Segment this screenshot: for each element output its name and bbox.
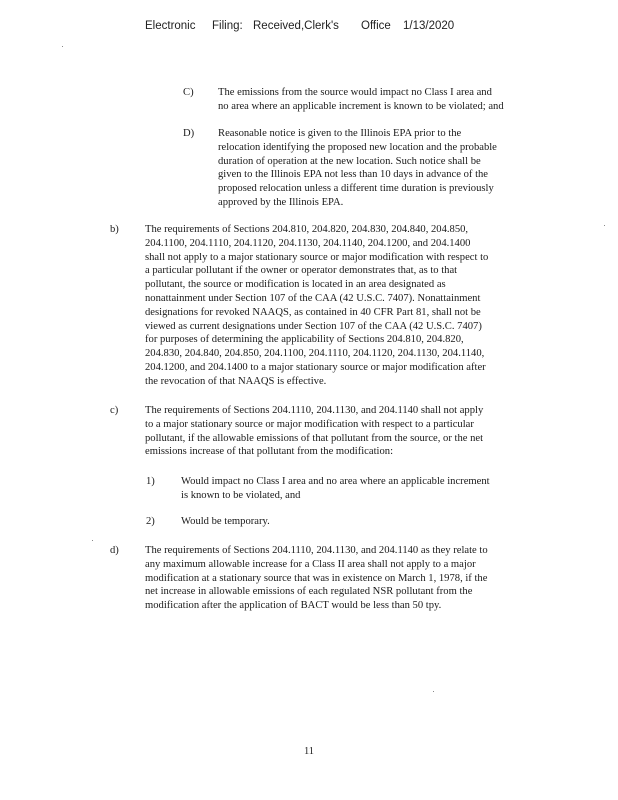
header-office: Office bbox=[361, 20, 391, 32]
text-line: duration of operation at the new location. Such notice shall be bbox=[218, 155, 481, 167]
text-line: modification after the application of BACT would be less than 50 tpy. bbox=[145, 600, 442, 612]
text-line: pollutant, if the allowable emissions of that pollutant from the source, or the net bbox=[145, 432, 484, 444]
text-line: 204.1200, and 204.1400 to a major stationary source or major modification after bbox=[145, 361, 486, 373]
text-line: Reasonable notice is given to the Illinois EPA prior to the bbox=[218, 128, 462, 139]
header-date: 1/13/2020 bbox=[403, 20, 455, 32]
item-b-text bbox=[145, 223, 555, 389]
text-line: pollutant, the source or modification is located in an area designated as bbox=[145, 279, 446, 291]
text-line: is known to be violated, and bbox=[181, 489, 301, 501]
text-line: approved by the Illinois EPA. bbox=[218, 196, 344, 208]
scan-speck bbox=[433, 691, 434, 692]
text-line: 204.830, 204.840, 204.850, 204.1100, 204.1110, 204.1120, 204.1130, 204.1140, bbox=[145, 348, 485, 360]
text-line: for purposes of determining the applicability of Sections 204.810, 204.820, bbox=[145, 334, 464, 346]
scan-speck bbox=[92, 540, 93, 541]
text-line: any maximum allowable increase for a Class II area shall not apply to a major bbox=[145, 558, 476, 570]
text-line: viewed as current designations under Section 107 of the CAA (42 U.S.C. 7407) bbox=[145, 320, 482, 332]
text-line: The requirements of Sections 204.810, 204.820, 204.830, 204.840, 204.850, bbox=[145, 224, 469, 235]
text-line: designations for revoked NAAQS, as contained in 40 CFR Part 81, shall not be bbox=[145, 306, 481, 318]
item-c-lower-label: c) bbox=[110, 405, 119, 416]
item-c2-text bbox=[181, 515, 551, 529]
header-filing: Filing: bbox=[212, 20, 243, 32]
text-line: nonattainment under Section 107 of the CAA (42 U.S.C. 7407). Nonattainment bbox=[145, 292, 481, 304]
header-electronic: Electronic bbox=[145, 20, 196, 32]
item-d-text bbox=[218, 127, 558, 210]
text-line: shall not apply to a major stationary source or major modification with respect to bbox=[145, 251, 489, 263]
text-line: The requirements of Sections 204.1110, 204.1130, and 204.1140 as they relate to bbox=[145, 545, 488, 556]
item-c-lower-text bbox=[145, 404, 555, 459]
text-line: modification at a stationary source that was in existence on March 1, 1978, if the bbox=[145, 572, 488, 584]
text-line: The requirements of Sections 204.1110, 204.1130, and 204.1140 shall not apply bbox=[145, 405, 484, 416]
item-b-label: b) bbox=[110, 224, 119, 235]
item-c2-label: 2) bbox=[146, 516, 155, 527]
item-d-lower-text bbox=[145, 544, 555, 613]
item-d-label: D) bbox=[183, 128, 195, 139]
text-line: relocation identifying the proposed new location and the probable bbox=[218, 141, 497, 153]
text-line: Would be temporary. bbox=[181, 516, 270, 527]
item-c1-label: 1) bbox=[146, 476, 155, 487]
text-line: The emissions from the source would impact no Class I area and bbox=[218, 87, 492, 98]
text-line: 204.1100, 204.1110, 204.1120, 204.1130, 204.1140, 204.1200, and 204.1400 bbox=[145, 237, 471, 249]
text-line: no area where an applicable increment is known to be violated; and bbox=[218, 100, 504, 112]
item-c1-text bbox=[181, 475, 551, 503]
scan-speck bbox=[604, 225, 605, 226]
item-d-lower-label: d) bbox=[110, 545, 119, 556]
text-line: proposed relocation unless a different time duration is previously bbox=[218, 183, 494, 195]
text-line: emissions increase of that pollutant from the modification: bbox=[145, 446, 394, 458]
text-line: the revocation of that NAAQS is effective. bbox=[145, 375, 327, 387]
scan-speck bbox=[62, 46, 63, 47]
text-line: to a major stationary source or major modification with respect to a particular bbox=[145, 418, 474, 430]
text-line: net increase in allowable emissions of each regulated NSR pollutant from the bbox=[145, 586, 473, 598]
header-received: Received,Clerk's bbox=[253, 20, 339, 32]
text-line: given to the Illinois EPA not less than 10 days in advance of the bbox=[218, 169, 489, 181]
item-c-text bbox=[218, 86, 558, 114]
text-line: a particular pollutant if the owner or operator demonstrates that, as to that bbox=[145, 265, 458, 277]
text-line: Would impact no Class I area and no area where an applicable increment bbox=[181, 476, 490, 487]
item-c-label: C) bbox=[183, 87, 194, 98]
page-number: 11 bbox=[303, 746, 315, 757]
